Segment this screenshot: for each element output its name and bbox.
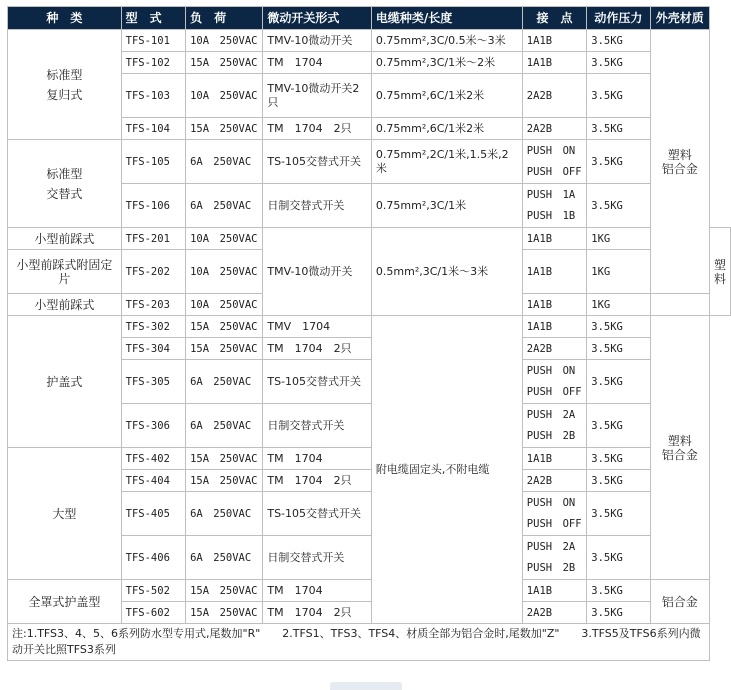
load-cell: 15A 250VAC [186,602,263,624]
category-standard-reset: 标准型 复归式 [8,30,122,140]
model-cell: TFS-104 [121,118,185,140]
model-cell: TFS-602 [121,602,185,624]
model-cell: TFS-105 [121,140,185,184]
table-row [8,316,731,338]
switch-cell: TM 1704 [263,448,372,470]
load-cell: 15A 250VAC [186,316,263,338]
housing-material-1: 塑料 铝合金 [650,30,709,294]
pressure-cell: 3.5KG [587,360,650,404]
model-cell: TFS-304 [121,338,185,360]
spec-table [7,6,731,661]
contact-cell: PUSH 2A PUSH 2B [522,536,586,580]
model-cell: TFS-203 [121,294,185,316]
category-small-pedal: 小型前踩式 [8,228,122,250]
contact-cell: 1A1B [522,228,586,250]
header-housing: 外壳材质 [650,7,709,30]
contact-cell: PUSH 1A PUSH 1B [522,184,586,228]
pressure-cell: 3.5KG [587,602,650,624]
cable-cell-guard: 附电缆固定头,不附电缆 [371,316,522,624]
switch-cell: TM 1704 2只 [263,470,372,492]
load-cell: 10A 250VAC [186,250,263,294]
category-guard: 护盖式 [8,316,122,448]
load-cell: 10A 250VAC [186,30,263,52]
load-cell: 15A 250VAC [186,52,263,74]
load-cell: 15A 250VAC [186,448,263,470]
load-cell: 15A 250VAC [186,118,263,140]
pressure-cell: 3.5KG [587,316,650,338]
switch-cell: TM 1704 [263,52,372,74]
model-cell: TFS-202 [121,250,185,294]
pressure-cell: 3.5KG [587,492,650,536]
model-cell: TFS-406 [121,536,185,580]
table-row [8,228,731,250]
table-note: 注:1.TFS3、4、5、6系列防水型专用式,尾数加"R" 2.TFS1、TFS3、TFS4、材质全部为铝合金时,尾数加"Z" 3.TFS5及TFS6系列内微动开关比照TFS3系列 [8,624,710,661]
pressure-cell: 1KG [587,294,650,316]
switch-cell: TMV-10微动开关 [263,30,372,52]
model-cell: TFS-402 [121,448,185,470]
load-cell: 6A 250VAC [186,492,263,536]
table-row [8,580,731,602]
category-small-pedal-b: 小型前踩式 [8,294,122,316]
cable-cell-small: 0.5mm²,3C/1米～3米 [371,228,522,316]
table-row [8,140,731,184]
header-model: 型 式 [121,7,185,30]
housing-material-3: 塑料 铝合金 [650,316,709,580]
model-cell: TFS-102 [121,52,185,74]
contact-cell: 1A1B [522,30,586,52]
switch-cell: TMV 1704 [263,316,372,338]
model-cell: TFS-302 [121,316,185,338]
load-cell: 6A 250VAC [186,140,263,184]
pressure-cell: 3.5KG [587,536,650,580]
cable-cell: 0.75mm²,2C/1米,1.5米,2米 [371,140,522,184]
pressure-cell: 3.5KG [587,52,650,74]
housing-material-2: 塑料 [709,228,730,316]
table-row [8,30,731,52]
load-cell: 15A 250VAC [186,470,263,492]
load-cell: 6A 250VAC [186,536,263,580]
contact-cell: 1A1B [522,52,586,74]
header-contact: 接 点 [522,7,586,30]
model-cell: TFS-305 [121,360,185,404]
category-full-cover: 全罩式护盖型 [8,580,122,624]
category-small-pedal-guard: 小型前踩式附固定片 [8,250,122,294]
pressure-cell: 3.5KG [587,580,650,602]
load-cell: 10A 250VAC [186,74,263,118]
model-cell: TFS-101 [121,30,185,52]
switch-cell: TS-105交替式开关 [263,492,372,536]
load-cell: 6A 250VAC [186,404,263,448]
pressure-cell: 3.5KG [587,448,650,470]
pressure-cell: 3.5KG [587,404,650,448]
load-cell: 15A 250VAC [186,338,263,360]
contact-cell: 1A1B [522,316,586,338]
category-large: 大型 [8,448,122,580]
switch-cell: TM 1704 [263,580,372,602]
contact-cell: PUSH ON PUSH OFF [522,492,586,536]
note-row [8,624,731,661]
cable-cell: 0.75mm²,3C/1米 [371,184,522,228]
pressure-cell: 1KG [587,228,650,250]
pressure-cell: 3.5KG [587,184,650,228]
switch-cell: TS-105交替式开关 [263,360,372,404]
switch-cell: TM 1704 2只 [263,118,372,140]
contact-cell: 1A1B [522,294,586,316]
contact-cell: PUSH ON PUSH OFF [522,140,586,184]
header-row [8,7,731,30]
model-cell: TFS-502 [121,580,185,602]
pressure-cell: 3.5KG [587,74,650,118]
switch-cell: TM 1704 2只 [263,602,372,624]
cable-cell: 0.75mm²,6C/1米2米 [371,74,522,118]
contact-cell: 2A2B [522,602,586,624]
cable-cell: 0.75mm²,6C/1米2米 [371,118,522,140]
header-load: 负 荷 [186,7,263,30]
page-footer-fragment [330,682,402,690]
switch-cell: TM 1704 2只 [263,338,372,360]
switch-cell: 日制交替式开关 [263,404,372,448]
housing-material-4: 铝合金 [650,580,709,624]
header-cable: 电缆种类/长度 [371,7,522,30]
switch-cell-small: TMV-10微动开关 [263,228,372,316]
load-cell: 15A 250VAC [186,580,263,602]
header-category: 种 类 [8,7,122,30]
pressure-cell: 1KG [587,250,650,294]
model-cell: TFS-404 [121,470,185,492]
pressure-cell: 3.5KG [587,338,650,360]
load-cell: 6A 250VAC [186,184,263,228]
load-cell: 10A 250VAC [186,228,263,250]
category-standard-alternate: 标准型 交替式 [8,140,122,228]
contact-cell: PUSH 2A PUSH 2B [522,404,586,448]
switch-cell: TS-105交替式开关 [263,140,372,184]
contact-cell: 1A1B [522,448,586,470]
model-cell: TFS-201 [121,228,185,250]
contact-cell: PUSH ON PUSH OFF [522,360,586,404]
table-row [8,448,731,470]
load-cell: 10A 250VAC [186,294,263,316]
header-pressure: 动作压力 [587,7,650,30]
model-cell: TFS-405 [121,492,185,536]
pressure-cell: 3.5KG [587,470,650,492]
pressure-cell: 3.5KG [587,30,650,52]
contact-cell: 1A1B [522,250,586,294]
pressure-cell: 3.5KG [587,140,650,184]
switch-cell: 日制交替式开关 [263,184,372,228]
contact-cell: 2A2B [522,74,586,118]
load-cell: 6A 250VAC [186,360,263,404]
switch-cell: 日制交替式开关 [263,536,372,580]
pressure-cell: 3.5KG [587,118,650,140]
contact-cell: 2A2B [522,118,586,140]
model-cell: TFS-103 [121,74,185,118]
header-switch-type: 微动开关形式 [263,7,372,30]
cable-cell: 0.75mm²,3C/0.5米～3米 [371,30,522,52]
model-cell: TFS-306 [121,404,185,448]
switch-cell: TMV-10微动开关2只 [263,74,372,118]
model-cell: TFS-106 [121,184,185,228]
cable-cell: 0.75mm²,3C/1米～2米 [371,52,522,74]
contact-cell: 2A2B [522,470,586,492]
contact-cell: 1A1B [522,580,586,602]
contact-cell: 2A2B [522,338,586,360]
